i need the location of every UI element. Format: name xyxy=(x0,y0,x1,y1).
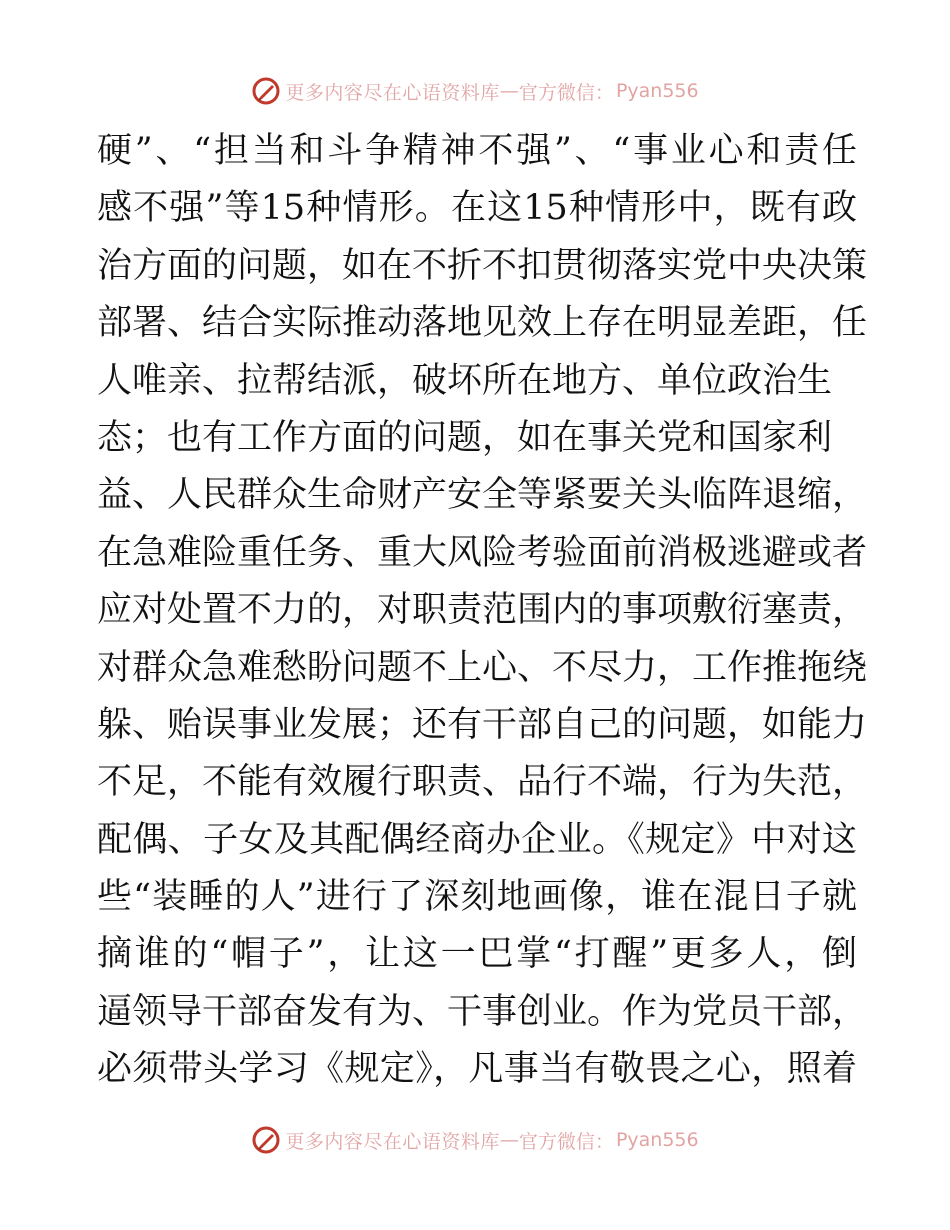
header-banner xyxy=(0,71,950,111)
footer-banner xyxy=(0,1120,950,1160)
banner-dash: — xyxy=(499,80,519,102)
pen-logo-icon xyxy=(251,1125,281,1155)
body-line: 感不强”等15种情形。在这15种情形中，既有政 xyxy=(97,188,857,229)
body-line: 摘谁的“帽子”，让这一巴掌“打醒”更多人，倒 xyxy=(97,934,857,975)
body-line: 治方面的问题，如在不折不扣贯彻落实党中央决策 xyxy=(97,245,868,286)
wechat-id: Pyan556 xyxy=(615,1129,699,1151)
body-line: 态；也有工作方面的问题，如在事关党和国家利 xyxy=(97,417,833,458)
body-line: 躲、贻误事业发展；还有干部自己的问题，如能力 xyxy=(97,704,868,745)
pen-logo-icon xyxy=(251,76,281,106)
body-line: 逼领导干部奋发有为、干事创业。作为党员干部， xyxy=(97,991,868,1032)
body-line: 部署、结合实际推动落地见效上存在明显差距，任 xyxy=(97,303,868,344)
wechat-label: 官方微信： xyxy=(518,1130,614,1153)
banner-text: 更多内容尽在心语资料库 xyxy=(285,81,500,104)
body-line: 人唯亲、拉帮结派，破坏所在地方、单位政治生 xyxy=(97,360,833,401)
body-line: 配偶、子女及其配偶经商办企业。《规定》中对这 xyxy=(97,819,857,860)
body-line: 益、人民群众生命财产安全等紧要关头临阵退缩， xyxy=(97,475,868,516)
banner-dash: — xyxy=(499,1129,519,1151)
wechat-id: Pyan556 xyxy=(615,80,699,102)
document-body xyxy=(97,123,868,1099)
body-line: 必须带头学习《规定》，凡事当有敬畏之心，照着 xyxy=(97,1049,857,1090)
banner-text: 更多内容尽在心语资料库 xyxy=(285,1130,500,1153)
body-line: 应对处置不力的，对职责范围内的事项敷衍塞责， xyxy=(97,590,868,631)
body-line: 对群众急难愁盼问题不上心、不尽力，工作推拖绕 xyxy=(97,647,868,688)
wechat-label: 官方微信： xyxy=(518,81,614,104)
body-line: 在急难险重任务、重大风险考验面前消极逃避或者 xyxy=(97,532,868,573)
body-line: 不足，不能有效履行职责、品行不端，行为失范， xyxy=(97,762,868,803)
body-line: 硬”、“担当和斗争精神不强”、“事业心和责任 xyxy=(97,131,857,171)
body-line: 些“装睡的人”进行了深刻地画像，谁在混日子就 xyxy=(97,877,857,918)
